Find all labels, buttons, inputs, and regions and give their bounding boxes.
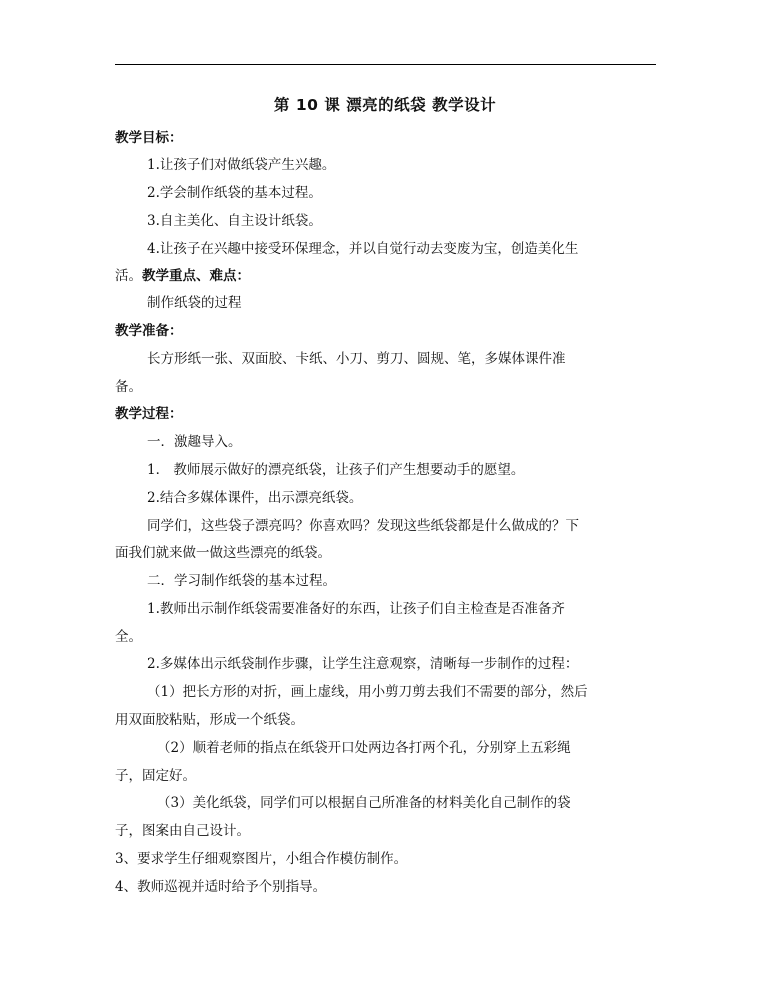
process-line: 2.多媒体出示纸袋制作步骤，让学生注意观察，清晰每一步制作的过程： <box>147 656 579 672</box>
process-line: （1）把长方形的对折，画上虚线，用小剪刀剪去我们不需要的部分，然后 <box>147 684 588 700</box>
preparation-heading: 教学准备： <box>115 323 183 339</box>
objectives-heading: 教学目标： <box>115 130 183 146</box>
process-line: 2.结合多媒体课件，出示漂亮纸袋。 <box>147 490 363 506</box>
process-line: 用双面胶粘贴，形成一个纸袋。 <box>115 712 304 728</box>
objective-item: 4.让孩子在兴趣中接受环保理念，并以自觉行动去变废为宝，创造美化生 <box>147 241 579 257</box>
process-line: 1． 教师展示做好的漂亮纸袋，让孩子们产生想要动手的愿望。 <box>147 462 525 478</box>
process-line: 3、要求学生仔细观察图片，小组合作模仿制作。 <box>115 851 408 867</box>
objective-item: 2.学会制作纸袋的基本过程。 <box>147 185 322 201</box>
process-line: 子，固定好。 <box>115 768 196 784</box>
key-points-text: 制作纸袋的过程 <box>147 295 242 311</box>
process-line: 子，图案由自己设计。 <box>115 823 250 839</box>
process-line: （3）美化纸袋，同学们可以根据自己所准备的材料美化自己制作的袋 <box>157 795 571 811</box>
objective-item-tail: 活。 <box>115 268 142 284</box>
process-line: （2）顺着老师的指点在纸袋开口处两边各打两个孔，分别穿上五彩绳 <box>157 740 571 756</box>
process-line: 面我们就来做一做这些漂亮的纸袋。 <box>115 545 331 561</box>
preparation-text: 长方形纸一张、双面胶、卡纸、小刀、剪刀、圆规、笔，多媒体课件准 <box>147 351 566 367</box>
objective-item-continued <box>115 266 250 286</box>
process-line: 同学们，这些袋子漂亮吗？你喜欢吗？发现这些纸袋都是什么做成的？下 <box>147 518 579 534</box>
process-line: 4、教师巡视并适时给予个别指导。 <box>115 879 327 895</box>
process-line: 全。 <box>115 629 142 645</box>
key-points-heading: 教学重点、难点： <box>142 268 250 284</box>
process-line: 1.教师出示制作纸袋需要准备好的东西，让孩子们自主检查是否准备齐 <box>147 601 565 617</box>
process-line: 一．激趣导入。 <box>147 434 242 450</box>
objective-item: 3.自主美化、自主设计纸袋。 <box>147 213 322 229</box>
process-line: 二．学习制作纸袋的基本过程。 <box>147 573 336 589</box>
objective-item: 1.让孩子们对做纸袋产生兴趣。 <box>147 157 336 173</box>
process-heading: 教学过程： <box>115 406 183 422</box>
header-rule <box>115 64 656 65</box>
preparation-text: 备。 <box>115 379 142 395</box>
page-title: 第 10 课 漂亮的纸袋 教学设计 <box>273 96 497 114</box>
